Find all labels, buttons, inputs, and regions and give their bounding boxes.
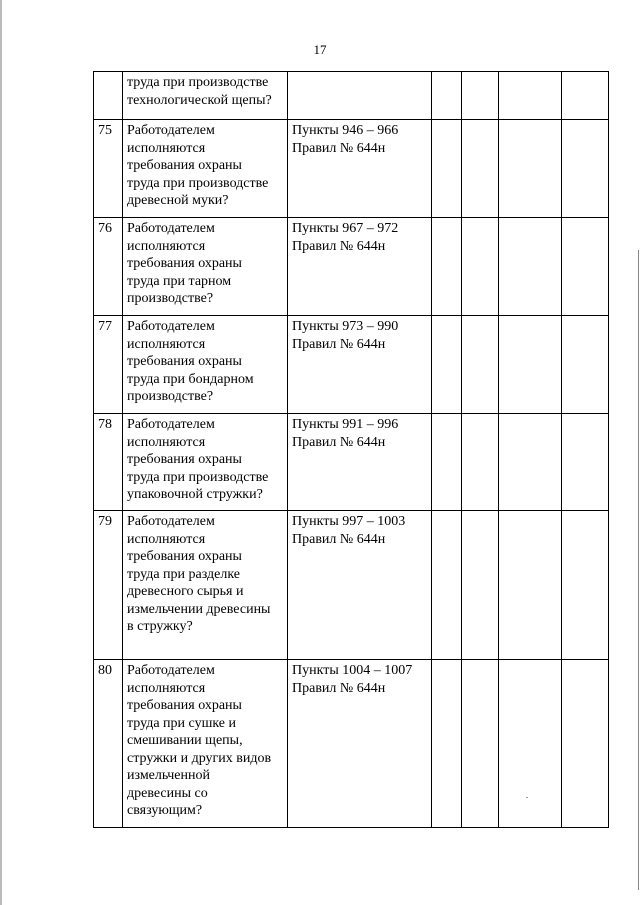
reference-line: Пункты 946 – 966 xyxy=(292,123,399,138)
question-line: труда при производстве xyxy=(127,175,269,191)
question-line: труда при тарном xyxy=(127,273,232,289)
reference-cell xyxy=(288,218,432,316)
reference-cell xyxy=(288,120,432,218)
question-line: древесной муки? xyxy=(127,193,229,208)
answer-no-cell xyxy=(462,316,499,414)
answer-na-cell xyxy=(499,72,562,120)
question-line: измельченной xyxy=(127,768,210,783)
question-line: древесины со xyxy=(127,785,208,801)
row-number: 78 xyxy=(94,414,123,511)
question-line: технологической щепы? xyxy=(127,92,272,108)
table-row-continued xyxy=(94,72,609,120)
answer-yes-cell xyxy=(432,120,462,218)
question-line: требования охраны xyxy=(127,452,242,467)
question-line: исполняются xyxy=(127,434,206,450)
reference-cell xyxy=(288,511,432,660)
question-line: исполняются xyxy=(127,680,206,696)
answer-no-cell xyxy=(462,414,499,511)
answer-na-cell xyxy=(499,218,562,316)
answer-yes-cell xyxy=(432,414,462,511)
question-line: труда при производстве xyxy=(127,75,269,90)
answer-no-cell xyxy=(462,218,499,316)
question-cell xyxy=(123,218,288,316)
table-row xyxy=(94,316,609,414)
question-line: Работодателем xyxy=(127,319,215,334)
table-row xyxy=(94,414,609,511)
reference-line: Пункты 1004 – 1007 xyxy=(292,663,413,678)
answer-yes-cell xyxy=(432,218,462,316)
reference-line: Пункты 997 – 1003 xyxy=(292,514,406,529)
answer-na-cell xyxy=(499,511,562,660)
question-line: труда при бондарном xyxy=(127,371,254,387)
scan-edge-left xyxy=(0,0,2,905)
question-line: требования охраны xyxy=(127,158,242,173)
row-number: 76 xyxy=(94,218,123,316)
question-cell xyxy=(123,511,288,660)
question-cell xyxy=(123,316,288,414)
question-line: труда при сушке и xyxy=(127,715,237,731)
page-number: 17 xyxy=(313,42,327,57)
table-row xyxy=(94,511,609,660)
answer-yes-cell xyxy=(432,316,462,414)
question-line: связующим? xyxy=(127,803,203,818)
notes-cell xyxy=(562,414,609,511)
question-line: исполняются xyxy=(127,238,206,254)
answer-na-cell xyxy=(499,316,562,414)
notes-cell xyxy=(562,120,609,218)
question-line: Работодателем xyxy=(127,514,215,529)
answer-no-cell xyxy=(462,72,499,120)
reference-line: Пункты 973 – 990 xyxy=(292,319,399,334)
question-line: смешивании щепы, xyxy=(127,733,243,748)
table-row xyxy=(94,218,609,316)
question-line: Работодателем xyxy=(127,123,215,138)
reference-line: Правил № 644н xyxy=(292,680,386,696)
row-number: 75 xyxy=(94,120,123,218)
notes-cell xyxy=(562,316,609,414)
row-number: 79 xyxy=(94,511,123,660)
question-line: требования охраны xyxy=(127,698,242,713)
notes-cell xyxy=(562,511,609,660)
reference-cell xyxy=(288,414,432,511)
answer-yes-cell xyxy=(432,72,462,120)
reference-cell xyxy=(288,316,432,414)
question-line: Работодателем xyxy=(127,221,215,236)
notes-cell xyxy=(562,72,609,120)
answer-yes-cell xyxy=(432,660,462,828)
number-cell xyxy=(94,72,123,120)
question-cell xyxy=(123,120,288,218)
question-line: производстве? xyxy=(127,291,214,306)
row-number: 80 xyxy=(94,660,123,828)
answer-no-cell xyxy=(462,511,499,660)
answer-na-cell xyxy=(499,414,562,511)
reference-line: Правил № 644н xyxy=(292,531,386,547)
scan-edge-right xyxy=(638,250,639,890)
checklist-table xyxy=(93,71,609,828)
reference-line: Пункты 991 – 996 xyxy=(292,417,399,432)
question-line: требования охраны xyxy=(127,549,242,564)
answer-yes-cell xyxy=(432,511,462,660)
reference-line: Пункты 967 – 972 xyxy=(292,221,399,236)
question-line: древесного сырья и xyxy=(127,584,244,599)
question-line: труда при производстве xyxy=(127,469,269,485)
question-line: труда при разделке xyxy=(127,566,241,582)
reference-cell xyxy=(288,660,432,828)
reference-line: Правил № 644н xyxy=(292,238,386,254)
question-line: исполняются xyxy=(127,531,206,547)
question-cell xyxy=(123,660,288,828)
reference-cell xyxy=(288,72,432,120)
question-line: упаковочной стружки? xyxy=(127,487,263,502)
question-line: требования охраны xyxy=(127,354,242,369)
reference-line: Правил № 644н xyxy=(292,434,386,450)
question-line: Работодателем xyxy=(127,663,215,678)
question-line: требования охраны xyxy=(127,256,242,271)
question-line: производстве? xyxy=(127,389,214,404)
question-line: измельчении древесины xyxy=(127,601,271,617)
question-cell xyxy=(123,72,288,120)
answer-no-cell xyxy=(462,660,499,828)
table-row xyxy=(94,660,609,828)
notes-cell xyxy=(562,218,609,316)
answer-no-cell xyxy=(462,120,499,218)
notes-cell xyxy=(562,660,609,828)
question-line: в стружку? xyxy=(127,619,193,634)
question-line: Работодателем xyxy=(127,417,215,432)
reference-line: Правил № 644н xyxy=(292,140,386,156)
question-line: исполняются xyxy=(127,336,206,352)
question-line: стружки и других видов xyxy=(127,750,272,766)
table-row xyxy=(94,120,609,218)
row-number: 77 xyxy=(94,316,123,414)
answer-na-cell xyxy=(499,660,562,828)
answer-na-cell xyxy=(499,120,562,218)
question-line: исполняются xyxy=(127,140,206,156)
question-cell xyxy=(123,414,288,511)
reference-line: Правил № 644н xyxy=(292,336,386,352)
